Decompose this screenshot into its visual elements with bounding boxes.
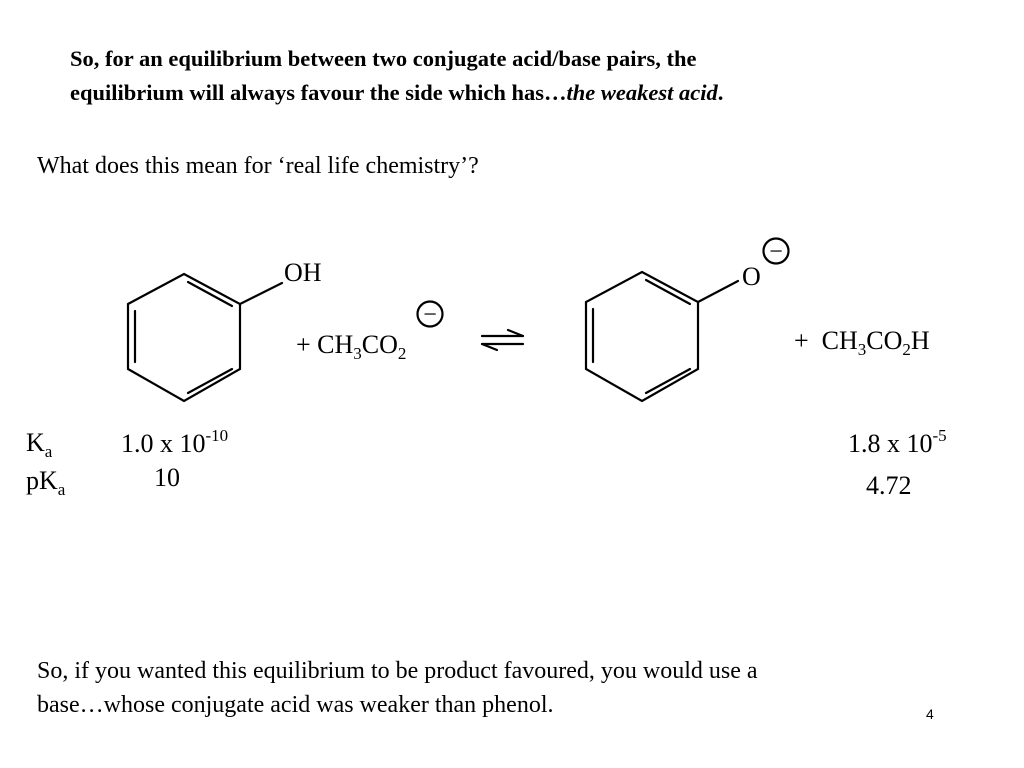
conclusion-text [37,654,758,722]
heading-line-2: equilibrium will always favour the side which has…the weakest acid. [70,80,724,105]
acetic-acid-formula: + $CH_3CO_2H$ [794,326,930,359]
heading-line-1: So, for an equilibrium between two conjugate acid/base pairs, the [70,46,697,71]
conclusion-line-1: So, if you wanted this equilibrium to be product favoured, you would use a [37,658,758,684]
phenol-pka-value: 10 [154,463,180,492]
question-text: What does this mean for ‘real life chemistry’? [37,153,479,179]
phenoxide-charge-sign: − [769,239,783,265]
phenol-ka-value: 1.0 x $10^{-10}$ [121,426,229,458]
acetate-charge-sign: − [423,302,437,328]
acetate-formula: + $CH_3CO_2$ [296,330,407,363]
phenoxide-benzene-ring [586,272,738,401]
page-number: 4 [926,706,934,722]
plus-right: + [794,326,809,355]
equilibrium-arrows-icon [482,330,523,350]
acetic-acid-pka-value: 4.72 [866,471,912,500]
phenol-benzene-ring [128,274,282,401]
heading-emphasis: the weakest acid [566,80,718,105]
conclusion-line-2: base…whose conjugate acid was weaker than phenol. [37,692,554,718]
phenol-oh-label: OH [284,258,322,287]
plus-left: + [296,330,311,359]
pka-label: $pK_a$ [26,466,66,499]
acetic-acid-ka-value: 1.8 x $10^{-5}$ [848,426,947,458]
phenoxide-o-label: O [742,262,761,291]
ka-label: $K_a$ [26,428,53,461]
